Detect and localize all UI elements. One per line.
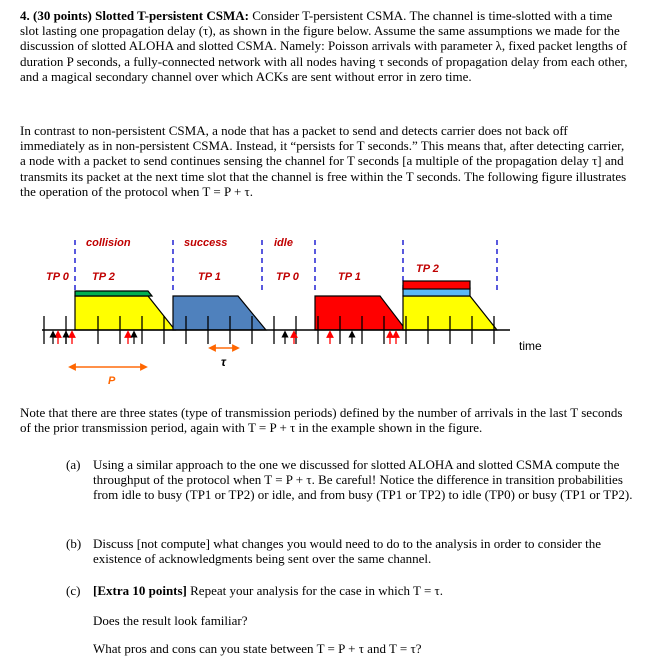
part-c-label: (c) bbox=[66, 583, 81, 598]
label-collision: collision bbox=[86, 237, 131, 249]
part-a-text: Using a similar approach to the one we discussed for slotted ALOHA and slotted CSMA compute the throughput of the protocol when T = P + τ. Be careful! Notice the difference in transition probabilities from idle to busy (TP1 or TP2) or idle, and from busy (TP1 or TP2) to idle (TP0) or busy (TP1 or TP2). bbox=[93, 457, 633, 503]
part-c-body: Repeat your analysis for the case in which T = τ. bbox=[186, 583, 444, 598]
arrival-arrows bbox=[58, 334, 396, 344]
part-b-text: Discuss [not compute] what changes you would need to do to the analysis in order to consider the existence of acknowledgments being sent over the same channel. bbox=[93, 536, 601, 567]
label-tp0-left: TP 0 bbox=[46, 271, 69, 283]
label-tp1-second: TP 1 bbox=[338, 271, 361, 283]
part-b-label: (b) bbox=[66, 536, 82, 551]
problem-heading: 4. (30 points) Slotted T-persistent CSMA: bbox=[20, 8, 249, 23]
label-tau: τ bbox=[221, 355, 226, 369]
packet-collision bbox=[75, 291, 175, 330]
label-tp2-first: TP 2 bbox=[92, 271, 115, 283]
problem-intro-text: Consider T-persistent CSMA. The channel is time-slotted with a time slot lasting one propagation delay (τ), as shown in the figure below. Assume the same assumptions we made for the discussion of slotted ALOHA and slotted CSMA. Namely: Poisson arrivals with parameter λ, fixed packet lengths of duration P seconds, a fully-connected network with all nodes having τ seconds of propagation delay from each other, and a magical secondary channel over which ACKs are sent without error in zero time. bbox=[20, 8, 628, 84]
label-tp2-second: TP 2 bbox=[416, 263, 439, 275]
question-pros-cons: What pros and cons can you state between T = P + τ and T = τ? bbox=[93, 641, 422, 656]
label-tp0-mid: TP 0 bbox=[276, 271, 299, 283]
packet-success-2 bbox=[315, 296, 406, 330]
part-c-text bbox=[93, 583, 633, 598]
label-time: time bbox=[519, 339, 542, 353]
question-familiar: Does the result look familiar? bbox=[93, 613, 248, 628]
part-a-label: (a) bbox=[66, 457, 81, 472]
problem-contrast: In contrast to non-persistent CSMA, a node that has a packet to send and detects carrier does not back off immediately as in non-persistent CSMA. Instead, it “persists for T seconds.” This means that, after detecting carrier, a node with a packet to send continues sensing the channel for T seconds [a multiple of the propagation delay τ] and transmits its packet at the next time slot that the channel is free within the T seconds. The following figure illustrates the operation of the protocol when T = P + τ. bbox=[20, 123, 627, 199]
label-tp1-first: TP 1 bbox=[198, 271, 221, 283]
label-p: P bbox=[108, 375, 116, 387]
label-success: success bbox=[184, 237, 228, 249]
label-idle: idle bbox=[274, 237, 293, 249]
note-paragraph: Note that there are three states (type of transmission periods) defined by the number of arrivals in the last T seconds of the prior transmission period, again with T = P + τ in the example shown in the figure. bbox=[20, 405, 623, 436]
part-c-bonus: [Extra 10 points] bbox=[93, 583, 187, 598]
